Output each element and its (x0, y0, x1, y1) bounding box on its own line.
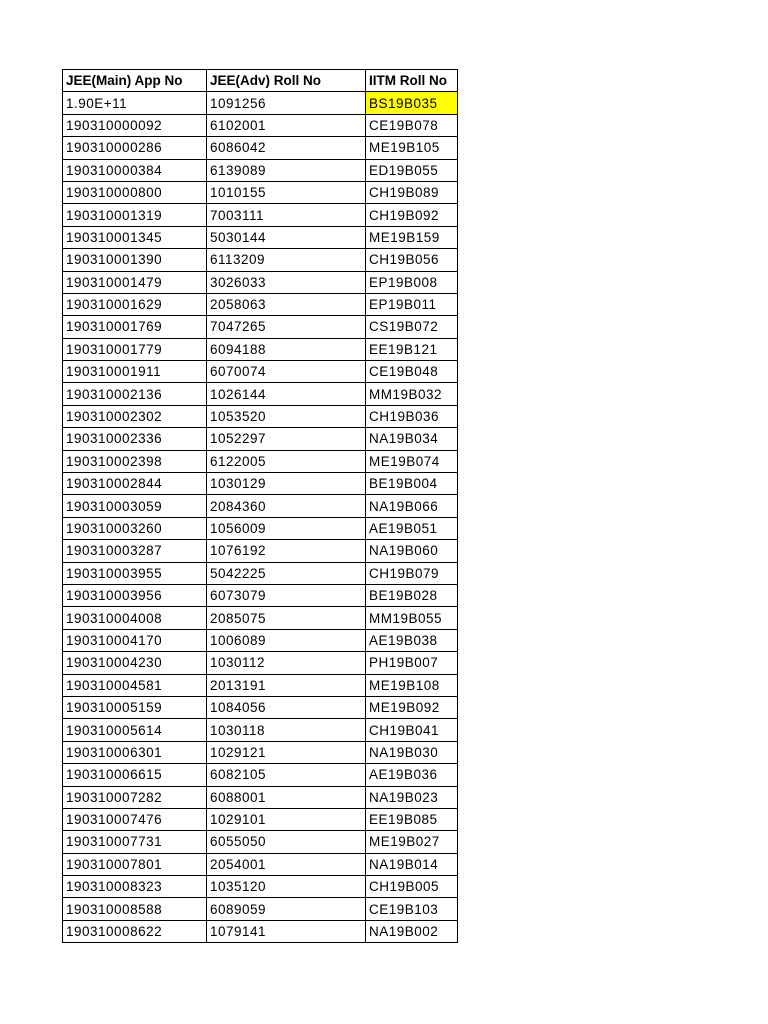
cell-jee-adv-roll-no[interactable]: 2084360 (207, 495, 366, 517)
cell-iitm-roll-no[interactable]: CH19B079 (366, 562, 458, 584)
table-row (63, 159, 458, 181)
table-row (63, 607, 458, 629)
cell-iitm-roll-no[interactable]: CE19B103 (366, 898, 458, 920)
table-row (63, 92, 458, 114)
table-row (63, 181, 458, 203)
cell-iitm-roll-no[interactable]: EE19B121 (366, 338, 458, 360)
cell-jee-main-app-no[interactable]: 190310003059 (63, 495, 207, 517)
cell-iitm-roll-no[interactable]: CE19B048 (366, 361, 458, 383)
cell-jee-main-app-no[interactable]: 190310006301 (63, 741, 207, 763)
table-row (63, 114, 458, 136)
cell-jee-main-app-no[interactable]: 190310002844 (63, 473, 207, 495)
cell-jee-adv-roll-no[interactable]: 7047265 (207, 316, 366, 338)
cell-iitm-roll-no[interactable]: PH19B007 (366, 652, 458, 674)
table-row (63, 383, 458, 405)
table-row (63, 584, 458, 606)
cell-jee-main-app-no[interactable]: 190310008588 (63, 898, 207, 920)
cell-jee-adv-roll-no[interactable]: 2054001 (207, 853, 366, 875)
cell-jee-main-app-no[interactable]: 190310004170 (63, 629, 207, 651)
header-iitm-roll-no[interactable]: IITM Roll No (366, 70, 458, 92)
cell-jee-adv-roll-no[interactable]: 6070074 (207, 361, 366, 383)
cell-iitm-roll-no[interactable]: CH19B036 (366, 405, 458, 427)
table-row (63, 428, 458, 450)
table-row (63, 786, 458, 808)
cell-jee-main-app-no[interactable]: 190310005159 (63, 696, 207, 718)
cell-jee-main-app-no[interactable]: 190310000092 (63, 114, 207, 136)
cell-jee-main-app-no[interactable]: 190310004008 (63, 607, 207, 629)
cell-jee-main-app-no[interactable]: 190310007282 (63, 786, 207, 808)
cell-iitm-roll-no[interactable]: CH19B089 (366, 181, 458, 203)
table-row (63, 338, 458, 360)
cell-iitm-roll-no[interactable]: AE19B051 (366, 517, 458, 539)
cell-iitm-roll-no[interactable]: CH19B005 (366, 876, 458, 898)
cell-jee-adv-roll-no[interactable]: 1030118 (207, 719, 366, 741)
cell-jee-adv-roll-no[interactable]: 6088001 (207, 786, 366, 808)
cell-jee-main-app-no[interactable]: 190310002136 (63, 383, 207, 405)
cell-jee-adv-roll-no[interactable]: 6102001 (207, 114, 366, 136)
table-row (63, 831, 458, 853)
cell-jee-main-app-no[interactable]: 190310008622 (63, 920, 207, 942)
cell-iitm-roll-no[interactable]: EP19B011 (366, 293, 458, 315)
cell-jee-main-app-no[interactable]: 190310001911 (63, 361, 207, 383)
cell-jee-adv-roll-no[interactable]: 1079141 (207, 920, 366, 942)
table-row (63, 741, 458, 763)
cell-iitm-roll-no[interactable]: CE19B078 (366, 114, 458, 136)
cell-jee-main-app-no[interactable]: 1.90E+11 (63, 92, 207, 114)
cell-jee-main-app-no[interactable]: 190310003287 (63, 540, 207, 562)
cell-iitm-roll-no[interactable]: NA19B002 (366, 920, 458, 942)
cell-iitm-roll-no[interactable]: CH19B092 (366, 204, 458, 226)
cell-jee-main-app-no[interactable]: 190310001345 (63, 226, 207, 248)
cell-jee-main-app-no[interactable]: 190310008323 (63, 876, 207, 898)
cell-iitm-roll-no[interactable]: NA19B023 (366, 786, 458, 808)
cell-jee-adv-roll-no[interactable]: 1029121 (207, 741, 366, 763)
cell-jee-main-app-no[interactable]: 190310005614 (63, 719, 207, 741)
cell-jee-main-app-no[interactable]: 190310001319 (63, 204, 207, 226)
cell-jee-adv-roll-no[interactable]: 2013191 (207, 674, 366, 696)
cell-jee-adv-roll-no[interactable]: 6094188 (207, 338, 366, 360)
table-row (63, 137, 458, 159)
cell-jee-adv-roll-no[interactable]: 7003111 (207, 204, 366, 226)
cell-iitm-roll-no[interactable]: ME19B108 (366, 674, 458, 696)
cell-iitm-roll-no[interactable]: BE19B028 (366, 584, 458, 606)
cell-iitm-roll-no[interactable]: BE19B004 (366, 473, 458, 495)
table-row (63, 405, 458, 427)
table-row (63, 450, 458, 472)
cell-iitm-roll-no[interactable]: NA19B066 (366, 495, 458, 517)
cell-iitm-roll-no[interactable]: CH19B041 (366, 719, 458, 741)
table-row (63, 853, 458, 875)
table-row (63, 876, 458, 898)
cell-jee-adv-roll-no[interactable]: 2058063 (207, 293, 366, 315)
cell-jee-main-app-no[interactable]: 190310004230 (63, 652, 207, 674)
table-row (63, 495, 458, 517)
cell-jee-main-app-no[interactable]: 190310001479 (63, 271, 207, 293)
table-row (63, 652, 458, 674)
cell-iitm-roll-no[interactable]: BS19B035 (366, 92, 458, 114)
cell-iitm-roll-no[interactable]: ME19B105 (366, 137, 458, 159)
table-row (63, 562, 458, 584)
cell-jee-main-app-no[interactable]: 190310002336 (63, 428, 207, 450)
cell-jee-main-app-no[interactable]: 190310003260 (63, 517, 207, 539)
table-row (63, 226, 458, 248)
table-row (63, 249, 458, 271)
cell-jee-adv-roll-no[interactable]: 6082105 (207, 764, 366, 786)
cell-iitm-roll-no[interactable]: EE19B085 (366, 808, 458, 830)
spreadsheet (62, 69, 458, 943)
cell-jee-adv-roll-no[interactable]: 6055050 (207, 831, 366, 853)
cell-jee-adv-roll-no[interactable]: 1053520 (207, 405, 366, 427)
cell-jee-adv-roll-no[interactable]: 6113209 (207, 249, 366, 271)
table-row (63, 898, 458, 920)
cell-jee-main-app-no[interactable]: 190310006615 (63, 764, 207, 786)
cell-jee-adv-roll-no[interactable]: 6122005 (207, 450, 366, 472)
header-jee-main-app-no[interactable]: JEE(Main) App No (63, 70, 207, 92)
table-row (63, 629, 458, 651)
table-row (63, 517, 458, 539)
cell-jee-adv-roll-no[interactable]: 6139089 (207, 159, 366, 181)
cell-jee-main-app-no[interactable]: 190310002302 (63, 405, 207, 427)
cell-jee-main-app-no[interactable]: 190310001769 (63, 316, 207, 338)
header-row (63, 70, 458, 92)
table-row (63, 473, 458, 495)
cell-jee-main-app-no[interactable]: 190310000286 (63, 137, 207, 159)
cell-iitm-roll-no[interactable]: NA19B060 (366, 540, 458, 562)
cell-iitm-roll-no[interactable]: ME19B027 (366, 831, 458, 853)
cell-iitm-roll-no[interactable]: ME19B159 (366, 226, 458, 248)
table-row (63, 808, 458, 830)
cell-iitm-roll-no[interactable]: NA19B030 (366, 741, 458, 763)
table-row (63, 696, 458, 718)
table-row (63, 271, 458, 293)
cell-jee-adv-roll-no[interactable]: 1056009 (207, 517, 366, 539)
cell-iitm-roll-no[interactable]: CS19B072 (366, 316, 458, 338)
cell-jee-main-app-no[interactable]: 190310001629 (63, 293, 207, 315)
cell-iitm-roll-no[interactable]: EP19B008 (366, 271, 458, 293)
cell-jee-adv-roll-no[interactable]: 1035120 (207, 876, 366, 898)
table-row (63, 316, 458, 338)
cell-jee-adv-roll-no[interactable]: 1030129 (207, 473, 366, 495)
cell-jee-main-app-no[interactable]: 190310007476 (63, 808, 207, 830)
cell-jee-main-app-no[interactable]: 190310003955 (63, 562, 207, 584)
cell-iitm-roll-no[interactable]: ME19B092 (366, 696, 458, 718)
table-row (63, 204, 458, 226)
cell-jee-main-app-no[interactable]: 190310001390 (63, 249, 207, 271)
cell-jee-adv-roll-no[interactable]: 1026144 (207, 383, 366, 405)
cell-iitm-roll-no[interactable]: AE19B036 (366, 764, 458, 786)
cell-jee-adv-roll-no[interactable]: 3026033 (207, 271, 366, 293)
cell-jee-adv-roll-no[interactable]: 1006089 (207, 629, 366, 651)
cell-jee-adv-roll-no[interactable]: 1029101 (207, 808, 366, 830)
cell-jee-adv-roll-no[interactable]: 1076192 (207, 540, 366, 562)
cell-iitm-roll-no[interactable]: ED19B055 (366, 159, 458, 181)
roll-number-table (62, 69, 458, 943)
table-row (63, 361, 458, 383)
cell-jee-adv-roll-no[interactable]: 1030112 (207, 652, 366, 674)
cell-jee-adv-roll-no[interactable]: 6086042 (207, 137, 366, 159)
cell-jee-main-app-no[interactable]: 190310007801 (63, 853, 207, 875)
table-row (63, 719, 458, 741)
cell-jee-adv-roll-no[interactable]: 5042225 (207, 562, 366, 584)
cell-iitm-roll-no[interactable]: MM19B032 (366, 383, 458, 405)
table-row (63, 920, 458, 942)
cell-jee-adv-roll-no[interactable]: 2085075 (207, 607, 366, 629)
cell-jee-adv-roll-no[interactable]: 6073079 (207, 584, 366, 606)
table-row (63, 540, 458, 562)
cell-iitm-roll-no[interactable]: AE19B038 (366, 629, 458, 651)
cell-jee-main-app-no[interactable]: 190310007731 (63, 831, 207, 853)
cell-iitm-roll-no[interactable]: CH19B056 (366, 249, 458, 271)
table-body (63, 92, 458, 943)
table-row (63, 764, 458, 786)
header-jee-adv-roll-no[interactable]: JEE(Adv) Roll No (207, 70, 366, 92)
cell-jee-main-app-no[interactable]: 190310000384 (63, 159, 207, 181)
table-row (63, 293, 458, 315)
cell-jee-adv-roll-no[interactable]: 5030144 (207, 226, 366, 248)
cell-iitm-roll-no[interactable]: NA19B034 (366, 428, 458, 450)
cell-jee-adv-roll-no[interactable]: 1010155 (207, 181, 366, 203)
cell-jee-adv-roll-no[interactable]: 1052297 (207, 428, 366, 450)
cell-jee-main-app-no[interactable]: 190310003956 (63, 584, 207, 606)
cell-jee-adv-roll-no[interactable]: 6089059 (207, 898, 366, 920)
table-row (63, 674, 458, 696)
cell-jee-main-app-no[interactable]: 190310000800 (63, 181, 207, 203)
cell-jee-adv-roll-no[interactable]: 1091256 (207, 92, 366, 114)
cell-jee-main-app-no[interactable]: 190310004581 (63, 674, 207, 696)
cell-iitm-roll-no[interactable]: ME19B074 (366, 450, 458, 472)
cell-jee-main-app-no[interactable]: 190310002398 (63, 450, 207, 472)
cell-jee-main-app-no[interactable]: 190310001779 (63, 338, 207, 360)
cell-iitm-roll-no[interactable]: NA19B014 (366, 853, 458, 875)
cell-jee-adv-roll-no[interactable]: 1084056 (207, 696, 366, 718)
cell-iitm-roll-no[interactable]: MM19B055 (366, 607, 458, 629)
